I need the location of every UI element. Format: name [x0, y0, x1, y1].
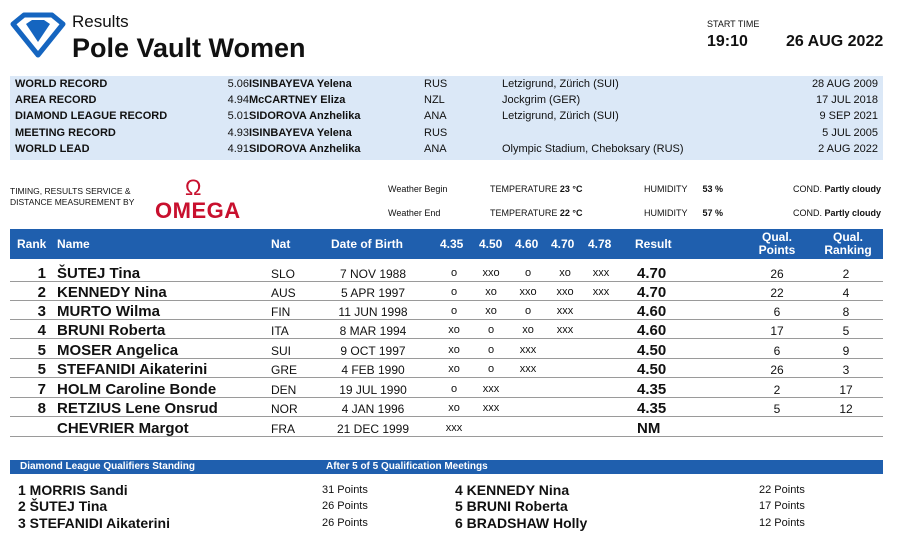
row-result: 4.35 — [637, 400, 667, 417]
row-qual-ranking: 4 — [842, 286, 850, 300]
row-nat: SUI — [271, 344, 292, 358]
row-attempt: xo — [448, 324, 460, 336]
weather-end-cond — [793, 208, 881, 218]
table-row — [10, 418, 883, 437]
record-athlete: SIDOROVA Anzhelika — [249, 143, 361, 155]
row-rank: 3 — [37, 303, 46, 320]
table-row — [10, 301, 883, 320]
record-label: DIAMOND LEAGUE RECORD — [15, 110, 168, 122]
record-athlete: ISINBAYEVA Yelena — [249, 127, 352, 139]
row-attempt: o — [450, 286, 458, 298]
weather-begin-cond — [793, 184, 881, 194]
row-result: 4.70 — [637, 265, 667, 282]
record-mark: 5.06 — [227, 78, 249, 90]
record-nat: ANA — [424, 110, 447, 122]
temperature-value: 23 °C — [559, 184, 583, 194]
row-nat: NOR — [271, 402, 298, 416]
row-attempt: o — [487, 363, 495, 375]
table-row — [10, 340, 883, 359]
dl-standing-entry: 4 KENNEDY Nina — [455, 482, 570, 498]
humidity-value: 53 % — [702, 184, 724, 194]
row-nat: DEN — [271, 383, 297, 397]
header-qual-ranking — [818, 231, 878, 257]
row-attempt: o — [450, 383, 458, 395]
row-attempt: xxx — [482, 383, 500, 395]
row-nat: ITA — [271, 324, 289, 338]
start-time-label: START TIME — [707, 19, 760, 29]
humidity-label: HUMIDITY — [644, 184, 688, 194]
header-rank: Rank — [17, 237, 47, 251]
weather-end-label: Weather End — [388, 208, 441, 218]
row-attempt: xo — [522, 324, 534, 336]
header-height: 4.35 — [440, 237, 464, 251]
row-rank: 7 — [37, 381, 46, 398]
record-mark: 4.91 — [227, 143, 249, 155]
row-name: CHEVRIER Margot — [57, 420, 189, 437]
header-qual-points-line-2: Points — [758, 243, 796, 257]
record-nat: NZL — [424, 94, 445, 106]
row-name: BRUNI Roberta — [57, 322, 166, 339]
header-nat: Nat — [271, 237, 291, 251]
record-date: 28 AUG 2009 — [811, 78, 878, 90]
row-qual-ranking: 5 — [842, 324, 850, 338]
results-table-header — [10, 229, 883, 259]
row-qual-points: 17 — [770, 324, 784, 338]
record-venue: Olympic Stadium, Cheboksary (RUS) — [502, 143, 684, 155]
humidity-value: 57 % — [702, 208, 724, 218]
record-row-area-record — [10, 93, 883, 109]
row-result: NM — [637, 420, 661, 437]
row-name: HOLM Caroline Bonde — [57, 381, 217, 398]
timing-credit — [10, 186, 134, 208]
header-height: 4.70 — [551, 237, 575, 251]
dl-standing-entry: 1 MORRIS Sandi — [18, 482, 128, 498]
row-name: MOSER Angelica — [57, 342, 179, 359]
dl-standing-entry: 6 BRADSHAW Holly — [455, 515, 588, 531]
row-rank: 5 — [37, 361, 46, 378]
row-rank: 1 — [37, 265, 46, 282]
row-qual-points: 22 — [770, 286, 784, 300]
record-date: 17 JUL 2018 — [816, 94, 878, 106]
omega-logo: OMEGA — [155, 198, 241, 223]
cond-label: COND. — [792, 208, 822, 218]
row-qual-points: 6 — [773, 305, 781, 319]
table-row — [10, 379, 883, 398]
record-date: 2 AUG 2022 — [818, 143, 878, 155]
dl-standing-entry: 2 ŠUTEJ Tina — [18, 498, 108, 514]
row-qual-ranking: 3 — [842, 363, 850, 377]
row-attempt: xxx — [592, 267, 610, 279]
row-qual-points: 6 — [773, 344, 781, 358]
table-row — [10, 398, 883, 417]
header-height: 4.60 — [515, 237, 539, 251]
row-qual-points: 5 — [773, 402, 781, 416]
table-row — [10, 263, 883, 282]
timing-line-2: DISTANCE MEASUREMENT BY — [10, 197, 135, 207]
row-rank: 5 — [37, 342, 46, 359]
row-dob: 8 MAR 1994 — [339, 324, 407, 338]
row-rank: 8 — [37, 400, 46, 417]
records-panel — [10, 76, 883, 160]
record-venue: Letzigrund, Zürich (SUI) — [502, 110, 619, 122]
dl-standing-points: 31 Points — [322, 484, 368, 496]
record-venue: Letzigrund, Zürich (SUI) — [502, 78, 619, 90]
diamond-league-standing-bar — [10, 460, 883, 474]
row-result: 4.60 — [637, 322, 667, 339]
record-date: 9 SEP 2021 — [819, 110, 878, 122]
row-result: 4.60 — [637, 303, 667, 320]
row-result: 4.70 — [637, 284, 667, 301]
record-athlete: ISINBAYEVA Yelena — [249, 78, 352, 90]
dl-standing-points: 12 Points — [759, 517, 805, 529]
record-athlete: McCARTNEY Eliza — [249, 94, 346, 106]
row-attempt: xxx — [482, 402, 500, 414]
record-mark: 4.94 — [227, 94, 249, 106]
row-attempt: xo — [448, 402, 460, 414]
record-date: 5 JUL 2005 — [822, 127, 878, 139]
record-label: WORLD LEAD — [15, 143, 90, 155]
row-attempt: xo — [448, 363, 460, 375]
row-dob: 4 FEB 1990 — [341, 363, 405, 377]
record-label: AREA RECORD — [15, 94, 97, 106]
cond-value: Partly cloudy — [824, 208, 881, 218]
event-date: 26 AUG 2022 — [786, 33, 884, 50]
table-row — [10, 282, 883, 301]
row-attempt: xxx — [592, 286, 610, 298]
row-name: KENNEDY Nina — [57, 284, 167, 301]
header-qual-ranking-line-1: Qual. — [832, 230, 863, 244]
record-venue: Jockgrim (GER) — [502, 94, 581, 106]
row-name: ŠUTEJ Tina — [57, 265, 141, 282]
row-attempt: o — [487, 344, 495, 356]
row-dob: 5 APR 1997 — [340, 286, 406, 300]
record-mark: 4.93 — [227, 127, 249, 139]
humidity-label: HUMIDITY — [644, 208, 688, 218]
record-label: MEETING RECORD — [15, 127, 116, 139]
omega-symbol-icon: Ω — [185, 175, 202, 200]
dl-subtitle: After 5 of 5 Qualification Meetings — [326, 461, 488, 472]
table-row — [10, 320, 883, 339]
row-dob: 11 JUN 1998 — [338, 305, 408, 319]
row-nat: AUS — [271, 286, 296, 300]
row-qual-ranking: 12 — [839, 402, 853, 416]
row-dob: 9 OCT 1997 — [340, 344, 406, 358]
header-qual-points — [752, 231, 802, 257]
temperature-value: 22 °C — [559, 208, 583, 218]
row-attempt: xxo — [482, 267, 500, 279]
record-label: WORLD RECORD — [15, 78, 108, 90]
row-attempt: o — [487, 324, 495, 336]
row-attempt: xxx — [445, 422, 463, 434]
record-nat: ANA — [424, 143, 447, 155]
header-result: Result — [635, 237, 672, 251]
dl-standing-points: 17 Points — [759, 500, 805, 512]
row-result: 4.50 — [637, 342, 667, 359]
weather-begin-humidity — [644, 184, 723, 194]
row-attempt: xxo — [556, 286, 574, 298]
header-qual-ranking-line-2: Ranking — [824, 243, 872, 257]
row-name: STEFANIDI Aikaterini — [57, 361, 208, 378]
timing-line-1: TIMING, RESULTS SERVICE & — [10, 186, 131, 196]
table-row — [10, 359, 883, 378]
row-rank: 4 — [37, 322, 46, 339]
row-attempt: xo — [559, 267, 571, 279]
header-height: 4.50 — [479, 237, 503, 251]
row-nat: FIN — [271, 305, 291, 319]
row-qual-ranking: 8 — [842, 305, 850, 319]
row-attempt: xxx — [556, 305, 574, 317]
row-result: 4.50 — [637, 361, 667, 378]
row-name: MURTO Wilma — [57, 303, 160, 320]
row-qual-points: 26 — [770, 267, 784, 281]
header-name: Name — [57, 237, 90, 251]
dl-standing-entry: 5 BRUNI Roberta — [455, 498, 568, 514]
temperature-label: TEMPERATURE — [490, 208, 558, 218]
dl-standing-points: 26 Points — [322, 500, 368, 512]
row-attempt: xxx — [519, 344, 537, 356]
event-title: Pole Vault Women — [72, 33, 306, 63]
diamond-league-logo-icon — [10, 12, 66, 58]
row-dob: 21 DEC 1999 — [336, 422, 410, 436]
row-attempt: xxo — [519, 286, 537, 298]
row-nat: SLO — [271, 267, 296, 281]
row-rank: 2 — [37, 284, 46, 301]
results-label: Results — [72, 12, 129, 31]
record-athlete: SIDOROVA Anzhelika — [249, 110, 361, 122]
record-row-world-lead — [10, 142, 883, 158]
row-qual-points: 26 — [770, 363, 784, 377]
row-qual-points: 2 — [773, 383, 781, 397]
results-header — [0, 0, 900, 72]
row-attempt: o — [450, 305, 458, 317]
row-attempt: o — [450, 267, 458, 279]
temperature-label: TEMPERATURE — [490, 184, 558, 194]
row-qual-ranking: 17 — [839, 383, 853, 397]
row-attempt: xxx — [519, 363, 537, 375]
row-attempt: xo — [485, 286, 497, 298]
record-mark: 5.01 — [227, 110, 249, 122]
record-row-world-record — [10, 77, 883, 93]
dl-standing-entry: 3 STEFANIDI Aikaterini — [18, 515, 170, 531]
row-name: RETZIUS Lene Onsrud — [57, 400, 218, 417]
weather-begin-temp — [490, 184, 582, 194]
row-attempt: xo — [485, 305, 497, 317]
row-dob: 19 JUL 1990 — [339, 383, 407, 397]
row-attempt: o — [524, 305, 532, 317]
row-attempt: o — [524, 267, 532, 279]
row-nat: FRA — [271, 422, 295, 436]
row-attempt: xo — [448, 344, 460, 356]
row-nat: GRE — [271, 363, 298, 377]
record-nat: RUS — [424, 78, 448, 90]
dl-title: Diamond League Qualifiers Standing — [20, 461, 196, 472]
row-qual-ranking: 2 — [842, 267, 850, 281]
row-dob: 7 NOV 1988 — [339, 267, 407, 281]
weather-begin-label: Weather Begin — [388, 184, 448, 194]
record-row-meeting-record — [10, 126, 883, 142]
row-result: 4.35 — [637, 381, 667, 398]
weather-end-humidity — [644, 208, 723, 218]
row-qual-ranking: 9 — [842, 344, 850, 358]
start-time: 19:10 — [707, 33, 748, 50]
header-dob: Date of Birth — [331, 237, 403, 251]
weather-end-temp — [490, 208, 582, 218]
cond-label: COND. — [792, 184, 822, 194]
dl-standing-points: 26 Points — [322, 517, 368, 529]
row-attempt: xxx — [556, 324, 574, 336]
record-row-diamond-league-record — [10, 109, 883, 125]
header-qual-points-line-1: Qual. — [761, 230, 792, 244]
dl-standing-points: 22 Points — [759, 484, 805, 496]
cond-value: Partly cloudy — [824, 184, 881, 194]
row-dob: 4 JAN 1996 — [341, 402, 405, 416]
header-height: 4.78 — [588, 237, 612, 251]
record-nat: RUS — [424, 127, 448, 139]
